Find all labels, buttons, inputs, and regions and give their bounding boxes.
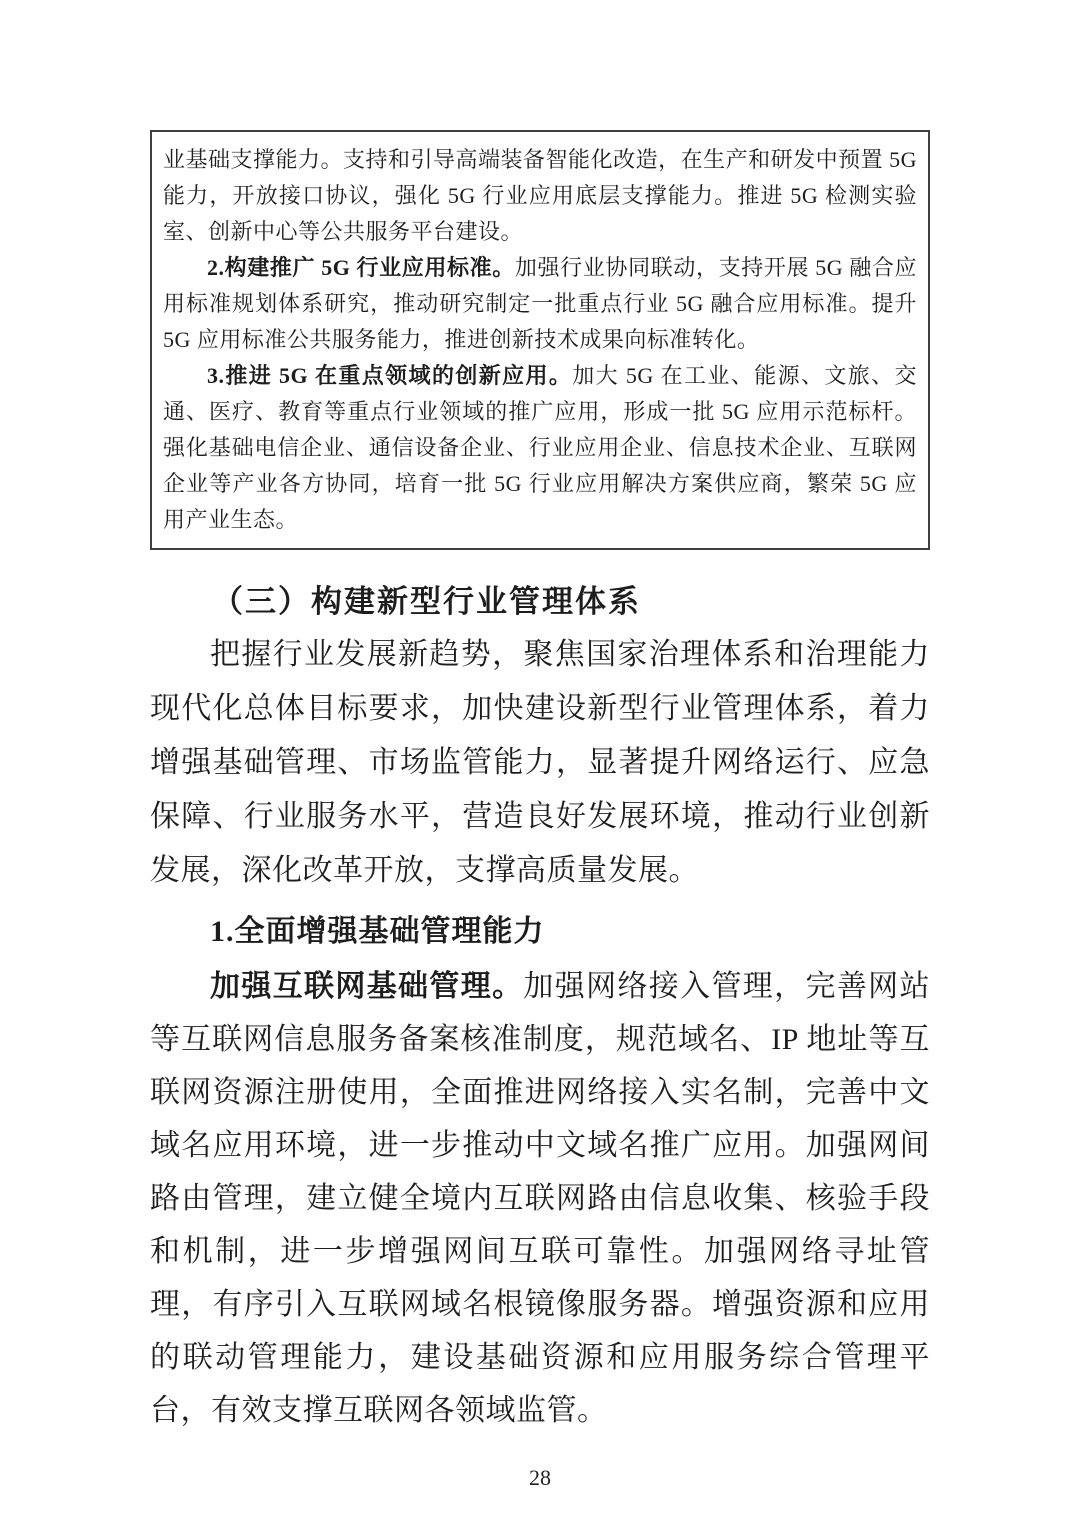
section-intro-paragraph: 把握行业发展新趋势，聚焦国家治理体系和治理能力现代化总体目标要求，加快建设新型行业管理体系，着力增强基础管理、市场监管能力，显著提升网络运行、应急保障、行业服务水平，营造良好发展环境，推动行业创新发展，深化改革开放，支撑高质量发展。: [150, 638, 930, 887]
paragraph-text: 加大 5G 在工业、能源、文旅、交通、医疗、教育等重点行业领域的推广应用，形成一批 5G 应用示范标杆。强化基础电信企业、通信设备企业、行业应用企业、信息技术企业、互联网企业等产业各方协同，培育一批 5G 行业应用解决方案供应商，繁荣 5G 应用产业生态。: [163, 363, 917, 532]
paragraph-text: 加强行业协同联动，支持开展 5G 融合应用标准规划体系研究，推动研究制定一批重点行业 5G 融合应用标准。提升 5G 应用标准公共服务能力，推进创新技术成果向标准转化。: [163, 255, 917, 352]
boxed-callout: [150, 130, 930, 550]
body-paragraph: [150, 960, 930, 1437]
paragraph-lead: 加强互联网基础管理。: [210, 970, 524, 1003]
box-paragraph-item-3: [163, 358, 917, 538]
subsection-heading: 1.全面增强基础管理能力: [210, 915, 545, 948]
box-paragraph-item-2: [163, 250, 917, 358]
page-number: 28: [529, 1465, 551, 1490]
paragraph-text: 业基础支撑能力。支持和引导高端装备智能化改造，在生产和研发中预置 5G 能力，开放接口协议，强化 5G 行业应用底层支撑能力。推进 5G 检测实验室、创新中心等公共服务平台建设。: [163, 147, 917, 244]
paragraph-lead: 3.推进 5G 在重点领域的创新应用。: [207, 363, 573, 388]
box-paragraph-continuation: [163, 142, 917, 250]
paragraph-text: 加强网络接入管理，完善网站等互联网信息服务备案核准制度，规范域名、IP 地址等互联网资源注册使用，全面推进网络接入实名制，完善中文域名应用环境，进一步推动中文域名推广应用。加强网间路由管理，建立健全境内互联网路由信息收集、核验手段和机制，进一步增强网间互联可靠性。加强网络寻址管理，有序引入互联网域名根镜像服务器。增强资源和应用的联动管理能力，建设基础资源和应用服务综合管理平台，有效支撑互联网各领域监管。: [150, 970, 931, 1427]
section-heading: （三）构建新型行业管理体系: [212, 584, 641, 619]
page-content: [150, 130, 930, 1493]
paragraph-lead: 2.构建推广 5G 行业应用标准。: [207, 255, 515, 280]
